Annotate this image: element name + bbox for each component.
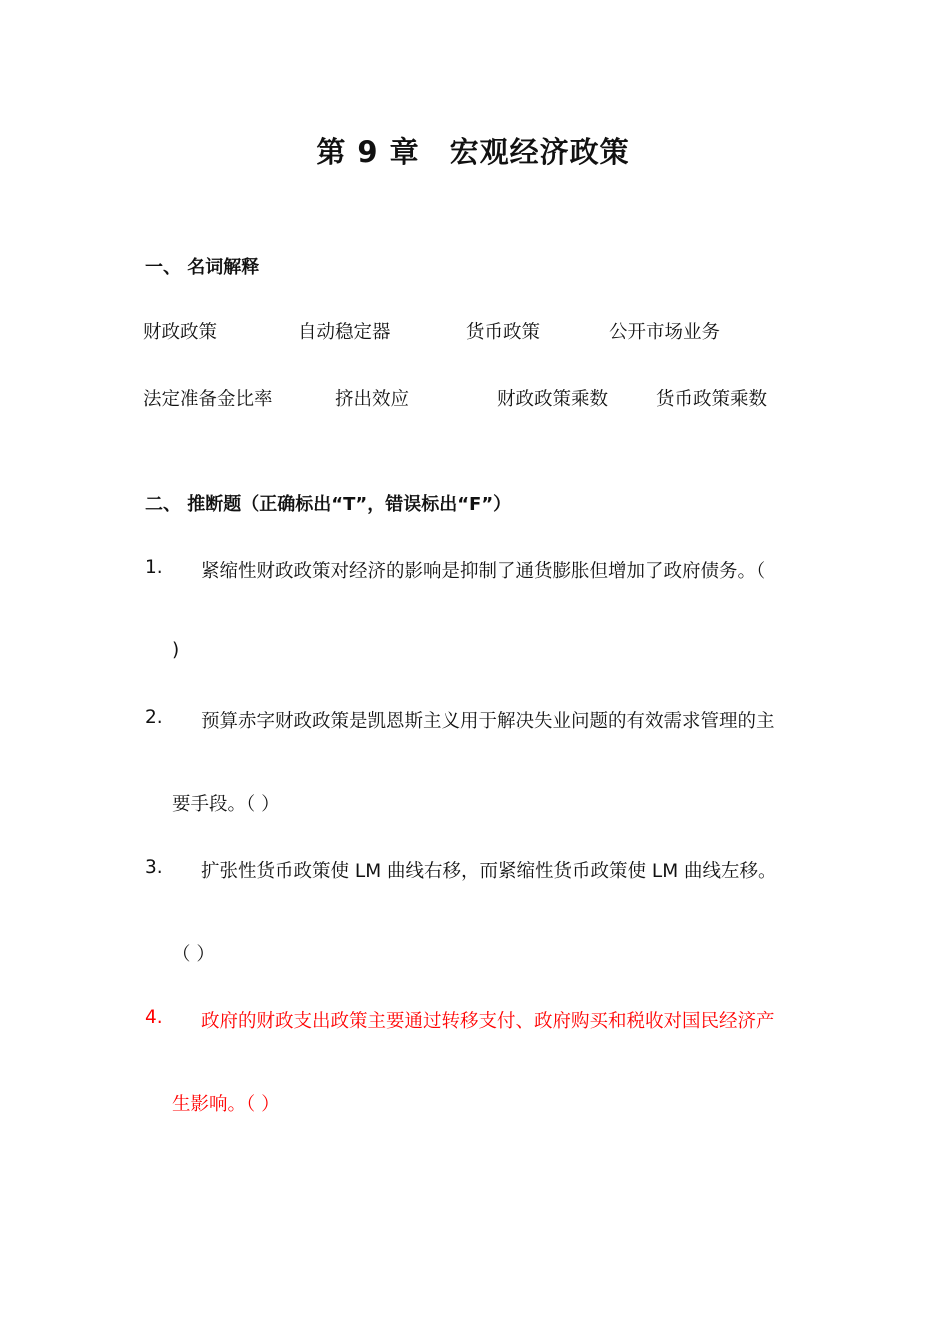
term-item: 财政政策乘数 [497, 389, 609, 410]
question-number: 1. [145, 557, 163, 578]
question-text-continued: 要手段。（ ） [172, 794, 280, 815]
question-text-continued: 生影响。（ ） [172, 1094, 280, 1115]
section-heading-definitions: 一、 名词解释 [145, 257, 260, 278]
question-number: 3. [145, 857, 163, 878]
term-item: 自动稳定器 [298, 322, 391, 343]
question-text: 扩张性货币政策使 LM 曲线右移，而紧缩性货币政策使 LM 曲线左移。 [201, 861, 777, 882]
question-number: 4. [145, 1007, 163, 1028]
term-item: 财政政策 [143, 322, 218, 343]
term-item: 法定准备金比率 [143, 389, 273, 410]
question-text-continued: （ ） [172, 944, 215, 965]
term-item: 挤出效应 [335, 389, 410, 410]
question-text: 预算赤字财政政策是凯恩斯主义用于解决失业问题的有效需求管理的主 [201, 711, 775, 732]
section-heading-true-false: 二、 推断题（正确标出“T”，错误标出“F”） [145, 494, 512, 515]
question-text: 政府的财政支出政策主要通过转移支付、政府购买和税收对国民经济产 [201, 1011, 775, 1032]
term-item: 货币政策乘数 [656, 389, 768, 410]
question-text: 紧缩性财政政策对经济的影响是抑制了通货膨胀但增加了政府债务。（ [201, 561, 766, 582]
term-item: 公开市场业务 [609, 322, 721, 343]
question-text-continued: ) [172, 640, 180, 661]
term-item: 货币政策 [466, 322, 541, 343]
question-number: 2. [145, 707, 163, 728]
page-title: 第 9 章 宏观经济政策 [316, 135, 630, 169]
